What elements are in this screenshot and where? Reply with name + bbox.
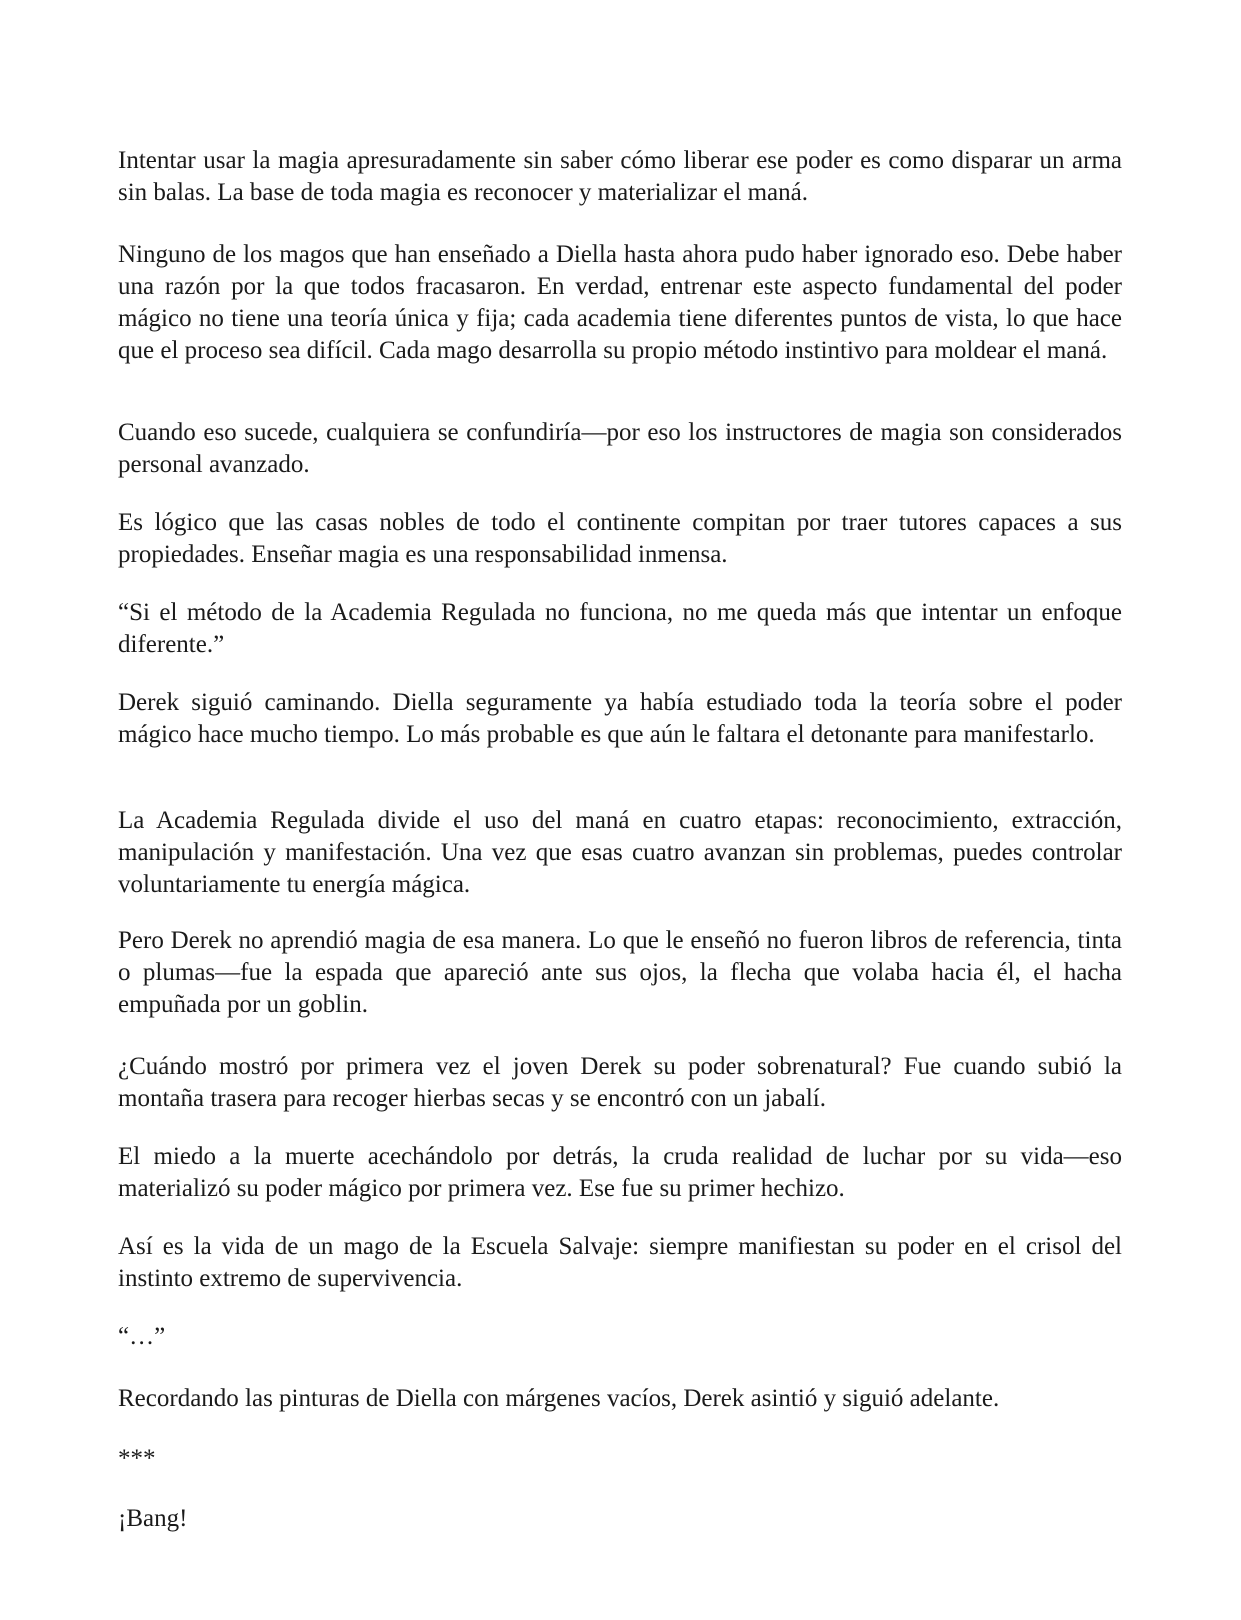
paragraph-text: El miedo a la muerte acechándolo por detrás, la cruda realidad de luchar por su vida—eso materializó su poder mágico por primera vez. Ese fue su primer hechizo.	[118, 1143, 1122, 1202]
paragraph-text: Es lógico que las casas nobles de todo el continente compitan por traer tutores capaces a sus propiedades. Enseñar magia es una responsabilidad inmensa.	[118, 509, 1122, 568]
paragraph-text: Ninguno de los magos que han enseñado a Diella hasta ahora pudo haber ignorado eso. Debe haber una razón por la que todos fracasaron. En verdad, entrenar este aspecto fundamental del poder mágico no tiene una teoría única y fija; cada academia tiene diferentes puntos de vista, lo que hace que el proceso sea difícil. Cada mago desarrolla su propio método instintivo para moldear el maná.	[118, 241, 1122, 364]
paragraph-12	[118, 1321, 1122, 1353]
paragraph-text: ¿Cuándo mostró por primera vez el joven Derek su poder sobrenatural? Fue cuando subió la montaña trasera para recoger hierbas secas y se encontró con un jabalí.	[118, 1053, 1122, 1112]
paragraph-1	[118, 145, 1122, 209]
paragraph-text: “Si el método de la Academia Regulada no funciona, no me queda más que intentar un enfoque diferente.”	[118, 599, 1122, 658]
paragraph-text: Recordando las pinturas de Diella con márgenes vacíos, Derek asintió y siguió adelante.	[118, 1385, 1000, 1412]
paragraph-text: “…”	[118, 1323, 166, 1350]
paragraph-11	[118, 1231, 1122, 1295]
paragraph-10	[118, 1141, 1122, 1205]
paragraph-5	[118, 597, 1122, 661]
paragraph-7	[118, 805, 1122, 901]
paragraph-4	[118, 507, 1122, 571]
paragraph-text: Derek siguió caminando. Diella seguramente ya había estudiado toda la teoría sobre el poder mágico hace mucho tiempo. Lo más probable es que aún le faltara el detonante para manifestarlo.	[118, 689, 1122, 748]
paragraph-text: ¡Bang!	[118, 1505, 188, 1532]
paragraph-text: Así es la vida de un mago de la Escuela Salvaje: siempre manifiestan su poder en el crisol del instinto extremo de supervivencia.	[118, 1233, 1122, 1292]
paragraph-9	[118, 1051, 1122, 1115]
paragraph-8	[118, 925, 1122, 1021]
paragraph-text: La Academia Regulada divide el uso del maná en cuatro etapas: reconocimiento, extracción, manipulación y manifestación. Una vez que esas cuatro avanzan sin problemas, puedes controlar voluntariamente tu energía mágica.	[118, 807, 1122, 898]
paragraph-3	[118, 417, 1122, 481]
paragraph-13	[118, 1383, 1122, 1415]
paragraph-text: Intentar usar la magia apresuradamente sin saber cómo liberar ese poder es como disparar un arma sin balas. La base de toda magia es reconocer y materializar el maná.	[118, 147, 1122, 206]
paragraph-text: Cuando eso sucede, cualquiera se confundiría—por eso los instructores de magia son considerados personal avanzado.	[118, 419, 1122, 478]
paragraph-2	[118, 239, 1122, 367]
scene-break	[118, 1443, 1122, 1475]
scene-break-text: ***	[118, 1445, 156, 1472]
paragraph-text: Pero Derek no aprendió magia de esa manera. Lo que le enseñó no fueron libros de referencia, tinta o plumas—fue la espada que apareció ante sus ojos, la flecha que volaba hacia él, el hacha empuñada por un goblin.	[118, 927, 1122, 1018]
paragraph-6	[118, 687, 1122, 751]
paragraph-15	[118, 1503, 1122, 1535]
